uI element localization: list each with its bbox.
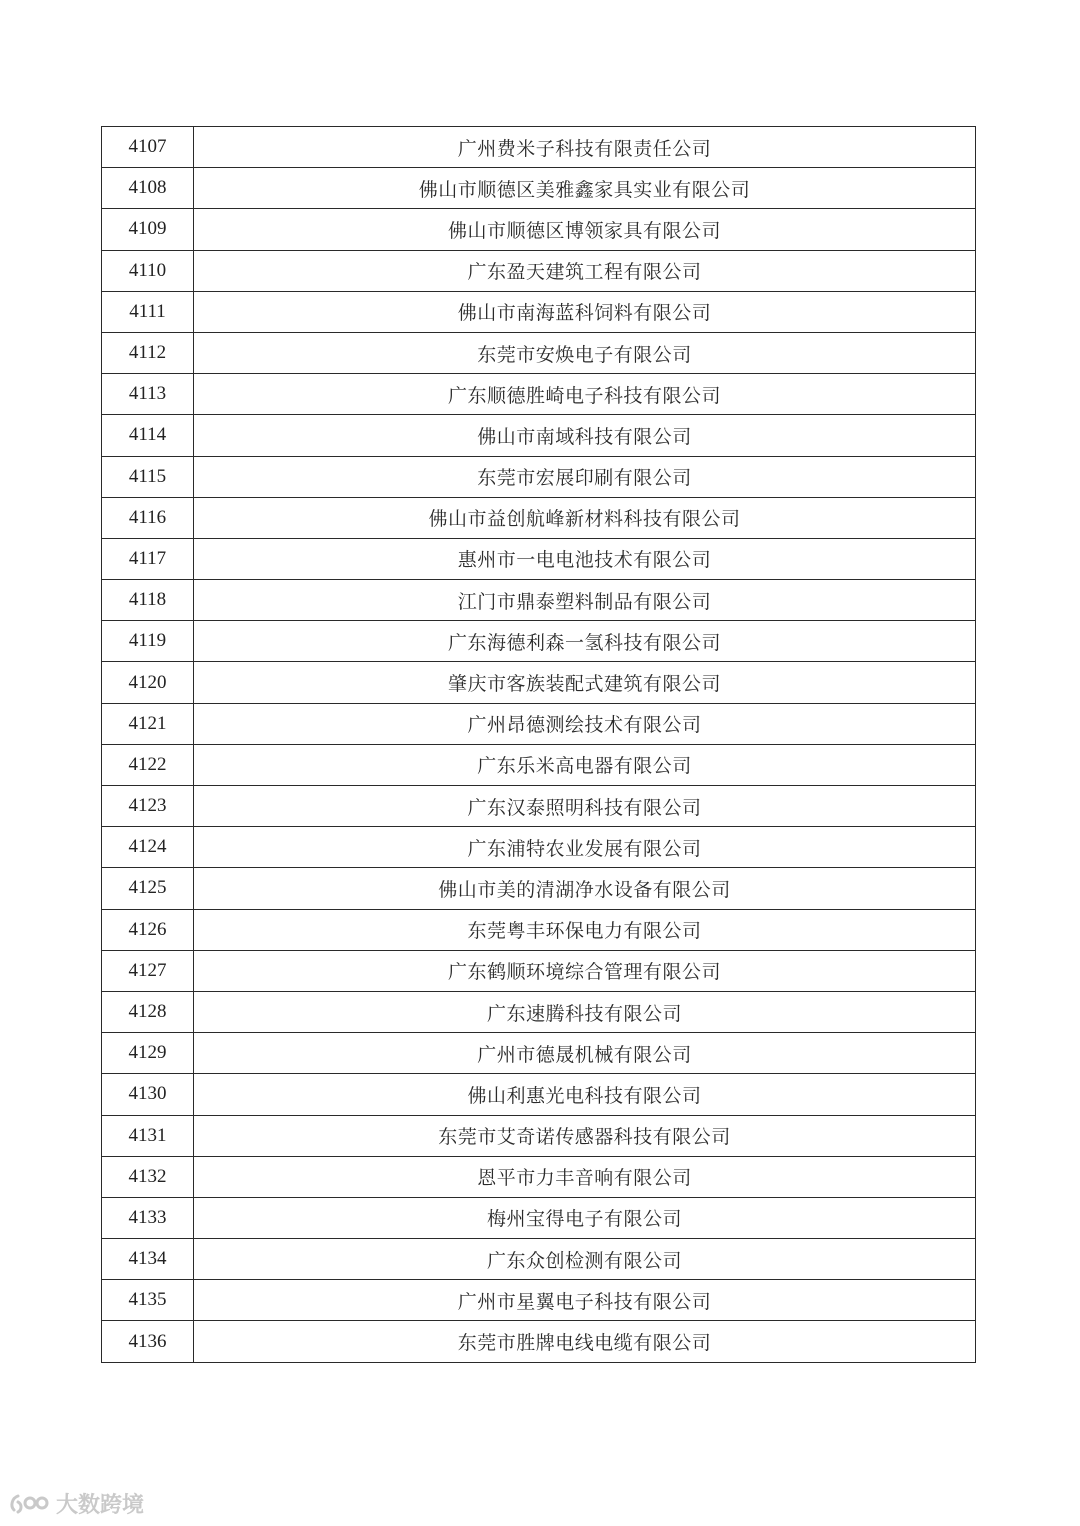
company-name: 东莞粤丰环保电力有限公司 [194,909,976,950]
company-name: 东莞市宏展印刷有限公司 [194,456,976,497]
row-number: 4110 [102,250,194,291]
table-row [102,415,976,456]
company-list-table [101,126,976,1363]
table-row [102,786,976,827]
row-number: 4111 [102,291,194,332]
company-name: 东莞市安焕电子有限公司 [194,332,976,373]
row-number: 4123 [102,786,194,827]
table-row [102,209,976,250]
watermark-text: 大数跨境 [56,1492,145,1518]
row-number: 4130 [102,1074,194,1115]
table-row [102,703,976,744]
company-name: 佛山市美的清湖净水设备有限公司 [194,868,976,909]
company-name: 广州费米子科技有限责任公司 [194,127,976,168]
row-number: 4120 [102,662,194,703]
row-number: 4131 [102,1115,194,1156]
watermark [8,1488,144,1518]
table-row [102,621,976,662]
row-number: 4113 [102,374,194,415]
row-number: 4135 [102,1280,194,1321]
row-number: 4136 [102,1321,194,1362]
company-name: 佛山市顺德区美雅鑫家具实业有限公司 [194,168,976,209]
company-name: 广东汉泰照明科技有限公司 [194,786,976,827]
company-name: 广州昂德测绘技术有限公司 [194,703,976,744]
table-row [102,1321,976,1362]
company-name: 梅州宝得电子有限公司 [194,1197,976,1238]
row-number: 4122 [102,744,194,785]
row-number: 4134 [102,1239,194,1280]
row-number: 4117 [102,538,194,579]
company-name: 佛山利惠光电科技有限公司 [194,1074,976,1115]
company-name: 广东盈天建筑工程有限公司 [194,250,976,291]
company-name: 佛山市益创航峰新材料科技有限公司 [194,497,976,538]
table-row [102,1074,976,1115]
table-body [102,127,976,1363]
table-row [102,332,976,373]
company-name: 广州市德晟机械有限公司 [194,1033,976,1074]
company-name: 恩平市力丰音响有限公司 [194,1156,976,1197]
table-row [102,538,976,579]
table-row [102,868,976,909]
company-name: 广东浦特农业发展有限公司 [194,827,976,868]
row-number: 4116 [102,497,194,538]
table-row [102,1115,976,1156]
company-name: 佛山市南域科技有限公司 [194,415,976,456]
row-number: 4114 [102,415,194,456]
row-number: 4129 [102,1033,194,1074]
company-name: 惠州市一电电池技术有限公司 [194,538,976,579]
company-name: 佛山市顺德区博领家具有限公司 [194,209,976,250]
row-number: 4118 [102,580,194,621]
company-name: 东莞市艾奇诺传感器科技有限公司 [194,1115,976,1156]
company-name: 广东鹤顺环境综合管理有限公司 [194,950,976,991]
row-number: 4125 [102,868,194,909]
row-number: 4107 [102,127,194,168]
row-number: 4115 [102,456,194,497]
company-name: 广州市星翼电子科技有限公司 [194,1280,976,1321]
company-name: 广东海德利森一氢科技有限公司 [194,621,976,662]
row-number: 4121 [102,703,194,744]
table-row [102,744,976,785]
table-row [102,497,976,538]
row-number: 4124 [102,827,194,868]
company-name: 广东众创检测有限公司 [194,1239,976,1280]
table-row [102,456,976,497]
row-number: 4132 [102,1156,194,1197]
table-row [102,127,976,168]
weibo-logo-icon [8,1490,52,1516]
table-row [102,374,976,415]
table-row [102,662,976,703]
company-name: 广东乐米高电器有限公司 [194,744,976,785]
company-name: 佛山市南海蓝科饲料有限公司 [194,291,976,332]
table-row [102,1280,976,1321]
company-name: 广东速腾科技有限公司 [194,991,976,1032]
table-row [102,168,976,209]
table-row [102,580,976,621]
row-number: 4112 [102,332,194,373]
table-row [102,291,976,332]
row-number: 4126 [102,909,194,950]
row-number: 4128 [102,991,194,1032]
table-row [102,827,976,868]
table-row [102,250,976,291]
table-row [102,950,976,991]
table-row [102,1239,976,1280]
company-name: 肇庆市客族装配式建筑有限公司 [194,662,976,703]
row-number: 4133 [102,1197,194,1238]
row-number: 4108 [102,168,194,209]
company-name: 江门市鼎泰塑料制品有限公司 [194,580,976,621]
table-row [102,991,976,1032]
table-row [102,1197,976,1238]
row-number: 4119 [102,621,194,662]
row-number: 4127 [102,950,194,991]
table-row [102,1033,976,1074]
table-row [102,1156,976,1197]
row-number: 4109 [102,209,194,250]
table-row [102,909,976,950]
company-name: 广东顺德胜崎电子科技有限公司 [194,374,976,415]
company-name: 东莞市胜牌电线电缆有限公司 [194,1321,976,1362]
